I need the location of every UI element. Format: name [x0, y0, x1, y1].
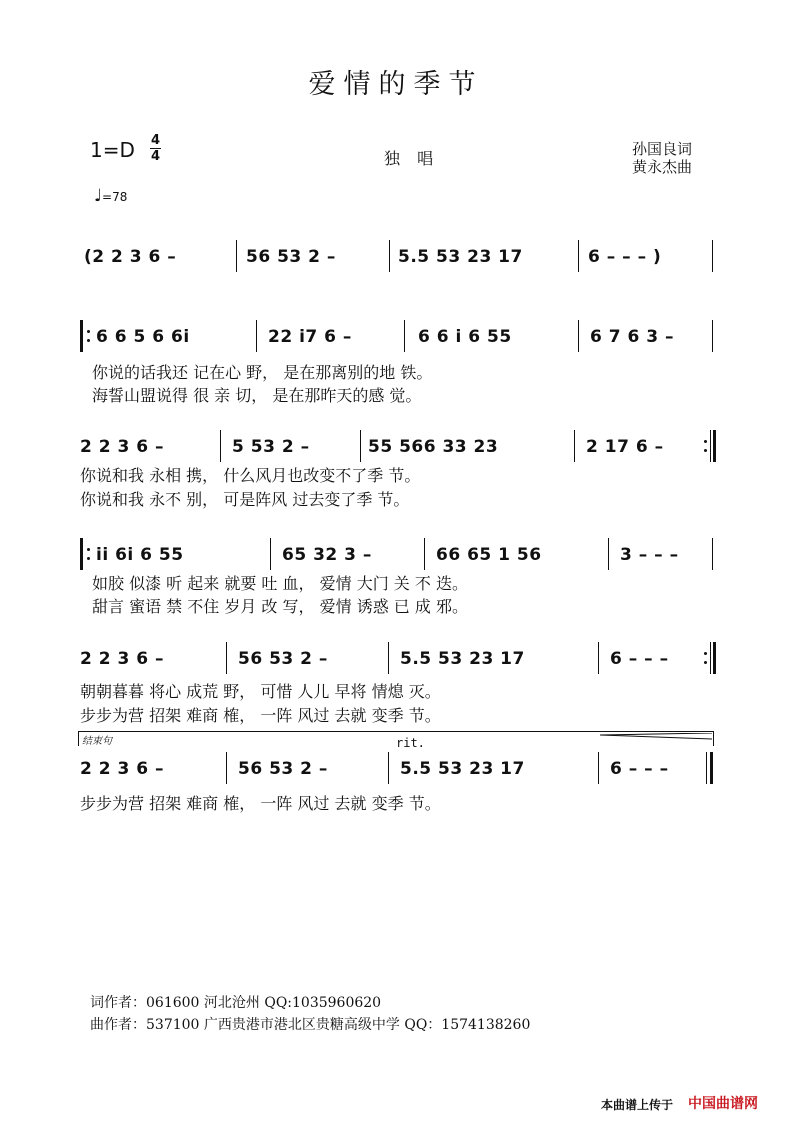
ritardando-marking: rit.	[396, 736, 425, 750]
verse2-lyric-line-2: 你说和我 永不 别， 可是阵风 过去变了季 节。	[80, 490, 410, 509]
intro-measure-3: 5.5 53 23 17	[398, 247, 523, 267]
barline	[710, 430, 711, 462]
lyricist-contact: 词作者：061600 河北沧州 QQ:1035960620	[90, 995, 382, 1011]
barline	[710, 642, 711, 674]
repeat-end-barline	[713, 430, 716, 462]
repeat-dot	[704, 661, 707, 664]
barline	[388, 752, 389, 784]
site-logo[interactable]: 中国曲谱网	[688, 1096, 758, 1112]
coda-measure-3: 5.5 53 23 17	[400, 759, 525, 779]
verse1-measure-3: 6 6 i 6 55	[418, 327, 512, 347]
barline	[226, 752, 227, 784]
verse2-measure-1: 2 2 3 6 –	[80, 437, 164, 457]
repeat-start-barline	[80, 320, 83, 352]
coda-lyric-line: 步步为营 招架 难商 榷， 一阵 风过 去就 变季 节。	[80, 794, 441, 813]
intro-measure-4: 6 – – – )	[588, 247, 662, 267]
repeat-dot	[704, 440, 707, 443]
composer-contact: 曲作者：537100 广西贵港市港北区贵糖高级中学 QQ：1574138260	[90, 1017, 531, 1033]
repeat-dot	[87, 557, 90, 560]
repeat-dot	[87, 330, 90, 333]
barline	[608, 538, 609, 570]
repeat-start-barline	[80, 538, 83, 570]
barline	[598, 752, 599, 784]
chorus1-measure-1: ii 6i 6 55	[96, 545, 184, 565]
chorus2-measure-3: 5.5 53 23 17	[400, 649, 525, 669]
barline	[226, 642, 227, 674]
intro-measure-2: 56 53 2 –	[246, 247, 336, 267]
time-signature-top: 4	[150, 133, 161, 148]
barline	[424, 538, 425, 570]
time-signature	[150, 134, 161, 163]
barline	[706, 752, 707, 784]
verse1-lyric-line-2: 海誓山盟说得 很 亲 切， 是在那昨天的感 觉。	[92, 386, 422, 405]
barline	[574, 430, 575, 462]
song-title: 爱情的季节	[308, 69, 484, 100]
barline	[712, 320, 713, 352]
repeat-dot	[704, 449, 707, 452]
final-barline	[710, 752, 713, 784]
key-signature: 1=D	[90, 138, 135, 162]
verse2-measure-2: 5 53 2 –	[232, 437, 310, 457]
chorus1-lyric-line-2: 甜言 蜜语 禁 不住 岁月 改 写， 爱情 诱惑 已 成 邪。	[92, 597, 468, 616]
chorus2-lyric-line-2: 步步为营 招架 难商 榷， 一阵 风过 去就 变季 节。	[80, 706, 441, 725]
tempo-marking	[94, 186, 127, 206]
verse2-measure-4: 2 17 6 –	[586, 437, 664, 457]
quarter-note-icon: ♩	[94, 186, 103, 206]
verse1-lyric-line-1: 你说的话我还 记在心 野， 是在那离别的地 铁。	[92, 363, 433, 382]
ending-label: 结束句	[82, 736, 112, 747]
composer-credit: 黄永杰曲	[632, 158, 693, 176]
barline	[598, 642, 599, 674]
verse2-lyric-line-1: 你说和我 永相 携， 什么风月也改变不了季 节。	[80, 466, 421, 485]
repeat-dot	[704, 652, 707, 655]
chorus1-measure-2: 65 32 3 –	[282, 545, 372, 565]
coda-measure-4: 6 – – –	[610, 759, 669, 779]
coda-measure-1: 2 2 3 6 –	[80, 759, 164, 779]
chorus2-measure-4: 6 – – –	[610, 649, 669, 669]
decrescendo-icon	[600, 733, 712, 743]
barline	[270, 538, 271, 570]
chorus2-measure-1: 2 2 3 6 –	[80, 649, 164, 669]
repeat-end-barline	[713, 642, 716, 674]
lyricist-credit: 孙国良词	[632, 140, 693, 158]
time-signature-bottom: 4	[150, 149, 161, 164]
barline	[220, 430, 221, 462]
coda-measure-2: 56 53 2 –	[238, 759, 328, 779]
verse2-measure-3: 55 566 33 23	[368, 437, 499, 457]
chorus1-measure-3: 66 65 1 56	[436, 545, 542, 565]
verse1-measure-2: 22 i7 6 –	[268, 327, 352, 347]
performance-style: 独 唱	[384, 149, 440, 168]
tempo-value: =78	[102, 190, 128, 204]
chorus2-measure-2: 56 53 2 –	[238, 649, 328, 669]
repeat-dot	[87, 339, 90, 342]
barline	[404, 320, 405, 352]
verse1-measure-1: 6 6 5 6 6i	[96, 327, 190, 347]
chorus2-lyric-line-1: 朝朝暮暮 将心 成荒 野， 可惜 人儿 早将 情熄 灭。	[80, 682, 441, 701]
barline	[578, 240, 579, 272]
upload-note: 本曲谱上传于	[601, 1098, 674, 1112]
barline	[236, 240, 237, 272]
barline	[360, 430, 361, 462]
verse1-measure-4: 6 7 6 3 –	[590, 327, 674, 347]
chorus1-measure-4: 3 – – –	[620, 545, 679, 565]
barline	[712, 538, 713, 570]
barline	[388, 642, 389, 674]
intro-measure-1: (2 2 3 6 –	[84, 247, 177, 267]
chorus1-lyric-line-1: 如胶 似漆 听 起来 就要 吐 血， 爱情 大门 关 不 迭。	[92, 574, 468, 593]
barline	[578, 320, 579, 352]
repeat-dot	[87, 548, 90, 551]
barline	[389, 240, 390, 272]
barline	[712, 240, 713, 272]
barline	[256, 320, 257, 352]
